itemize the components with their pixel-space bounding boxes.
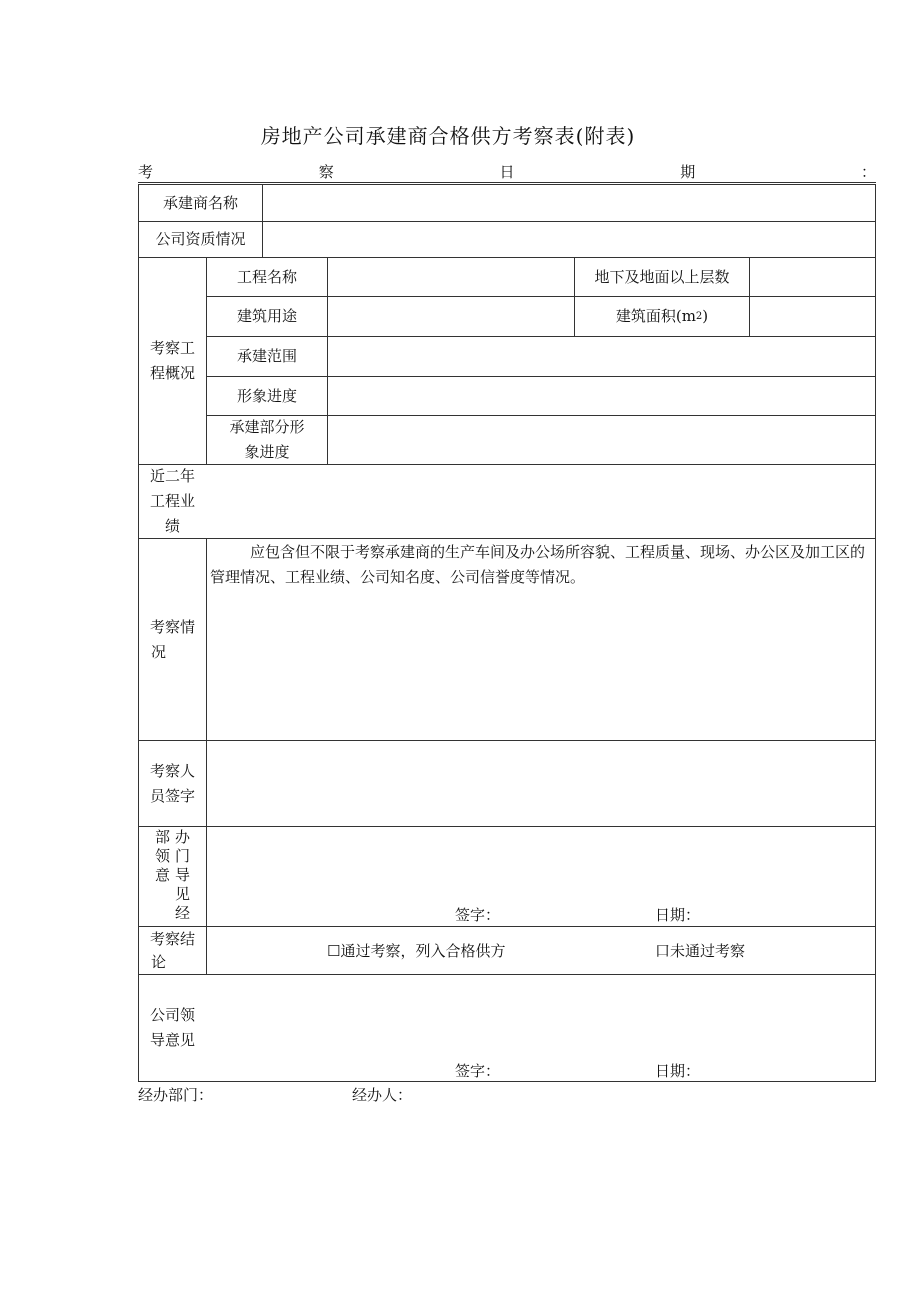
date-char: 期: [680, 163, 696, 181]
part-progress-label-line: 象进度: [244, 443, 290, 461]
inspector-sign-line: 员签字: [149, 786, 195, 805]
date-char: 日: [499, 163, 515, 181]
progress-field[interactable]: [328, 377, 875, 415]
date-char: 考: [138, 163, 154, 181]
building-usage-field[interactable]: [328, 297, 574, 336]
project-overview-label-line: 考察工: [149, 339, 195, 357]
building-usage-label: 建筑用途: [236, 307, 297, 325]
grid-line: [138, 974, 876, 975]
date-char: ：: [860, 163, 876, 181]
conclusion-label: [139, 927, 206, 974]
pass-option[interactable]: [327, 940, 505, 961]
contractor-name-label: 承建商名称: [162, 193, 238, 212]
floors-field[interactable]: [750, 258, 875, 296]
dept-sign-label: 签字：: [455, 906, 501, 924]
inspector-sign-line: 考察人: [149, 761, 195, 780]
grid-line: [875, 184, 876, 1082]
pass-option-text: 通过考察，列入合格供方: [340, 942, 506, 960]
page-title: 房地产公司承建商合格供方考察表(附表): [260, 124, 636, 148]
company-leader-line: 公司领: [149, 1006, 195, 1024]
contract-scope-field[interactable]: [328, 337, 875, 376]
part-progress-field[interactable]: [328, 416, 875, 464]
inspection-label-line: 况: [151, 642, 167, 661]
conclusion-label-line: 考察结: [149, 929, 195, 948]
inspection-label-line: 考察情: [149, 617, 195, 636]
project-name-label: 工程名称: [236, 267, 297, 286]
handling-department-label: 经办部门：: [138, 1086, 214, 1104]
building-area-label: 建筑面积(m 2 ): [575, 297, 749, 336]
contract-scope-label: 承建范围: [236, 347, 297, 365]
dept-leader-label-col1: 部领意: [155, 828, 171, 884]
dept-date-label: 日期：: [655, 906, 701, 924]
qualification-label: 公司资质情况: [155, 230, 246, 248]
progress-label: 形象进度: [236, 386, 297, 405]
recent-performance-line: 绩: [164, 517, 180, 535]
inspector-sign-label: [139, 741, 206, 826]
inspector-sign-field[interactable]: [207, 741, 875, 826]
contractor-name-field[interactable]: [263, 185, 875, 221]
handler-label: 经办人：: [352, 1086, 413, 1104]
company-sign-label: 签字：: [455, 1062, 501, 1080]
conclusion-label-line: 论: [151, 952, 167, 971]
company-date-label: 日期：: [655, 1062, 701, 1080]
grid-line: [138, 1081, 876, 1082]
grid-line: [138, 926, 876, 927]
part-progress-label: [207, 416, 327, 464]
grid-line: [138, 826, 876, 827]
recent-performance-label: [139, 465, 206, 538]
recent-performance-line: 近二年: [149, 467, 195, 485]
qualification-field[interactable]: [263, 222, 875, 257]
floors-label: 地下及地面以上层数: [594, 267, 730, 286]
project-overview-label-line: 程概况: [149, 364, 195, 382]
recent-performance-field[interactable]: [207, 465, 875, 538]
grid-line: [138, 538, 876, 539]
fail-option[interactable]: [655, 940, 745, 961]
inspection-description: 应包含但不限于考察承建商的生产车间及办公场所容貌、工程质量、现场、办公区及加工区的管理情况、工程业绩、公司知名度、公司信誉度等情况。: [210, 543, 866, 586]
inspection-label: [139, 539, 206, 740]
part-progress-label-line: 承建部分形: [229, 418, 305, 436]
recent-performance-line: 工程业: [149, 492, 195, 510]
company-leader-line: 导意见: [149, 1031, 195, 1049]
fail-option-text: 未通过考察: [670, 942, 746, 960]
building-area-close: ): [702, 307, 709, 325]
dept-leader-label-col2: 办门导见经: [175, 828, 191, 922]
fail-checkbox-icon[interactable]: 口: [655, 942, 671, 960]
company-leader-label: [139, 975, 206, 1081]
project-overview-label: [139, 258, 206, 464]
project-name-field[interactable]: [328, 258, 574, 296]
building-area-field[interactable]: [750, 297, 875, 336]
building-area-text: 建筑面积(m: [615, 307, 696, 325]
pass-checkbox-icon[interactable]: ☐: [327, 942, 341, 960]
date-char: 察: [318, 163, 334, 181]
inspection-date-row: [138, 162, 876, 183]
